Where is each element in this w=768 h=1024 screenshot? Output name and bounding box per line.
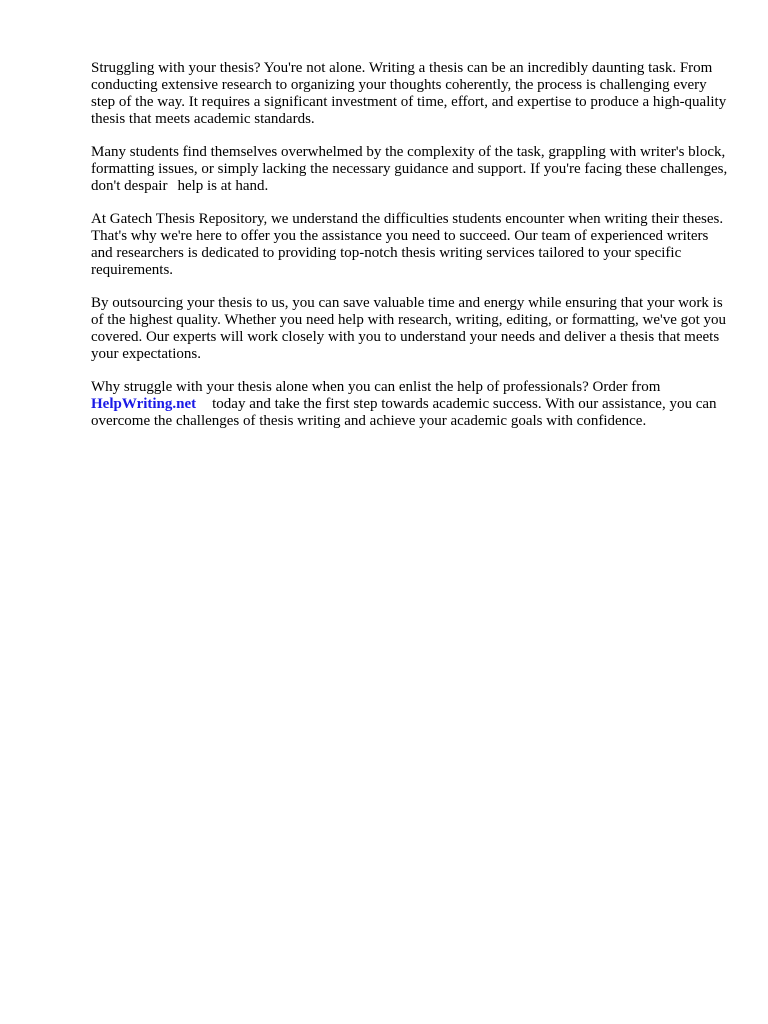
- document-page: [91, 60, 731, 446]
- paragraph-challenges-text: Many students find themselves overwhelmed by the complexity of the task, grappling with writer's block, formatting issues, or simply lacking the necessary guidance and support. If you're facing these challenges, don't despair: [91, 144, 728, 194]
- paragraph-challenges-end: help is at hand.: [177, 178, 269, 194]
- paragraph-intro: Struggling with your thesis? You're not alone. Writing a thesis can be an incredibly daunting task. From conducting extensive research to organizing your thoughts coherently, the process is challenging every step of the way. It requires a significant investment of time, effort, and expertise to produce a high-quality thesis that meets academic standards.: [91, 60, 727, 127]
- paragraph-order: [91, 379, 731, 430]
- paragraph-repository: At Gatech Thesis Repository, we understand the difficulties students encounter when writing their theses. That's why we're here to offer you the assistance you need to succeed. Our team of experienced writers and researchers is dedicated to providing top-notch thesis writing services tailored to your specific requirements.: [91, 211, 724, 278]
- helpwriting-link[interactable]: HelpWriting.net: [91, 396, 197, 412]
- paragraph-challenges: [91, 144, 731, 195]
- paragraph-order-text: Why struggle with your thesis alone when you can enlist the help of professionals? Order from: [91, 379, 661, 395]
- paragraph-outsourcing: By outsourcing your thesis to us, you can save valuable time and energy while ensuring that your work is of the highest quality. Whether you need help with research, writing, editing, or formatting, we've got you covered. Our experts will work closely with you to understand your needs and deliver a thesis that meets your expectations.: [91, 295, 727, 362]
- paragraph-order-end: today and take the first step towards academic success. With our assistance, you can overcome the challenges of thesis writing and achieve your academic goals with confidence.: [91, 396, 717, 429]
